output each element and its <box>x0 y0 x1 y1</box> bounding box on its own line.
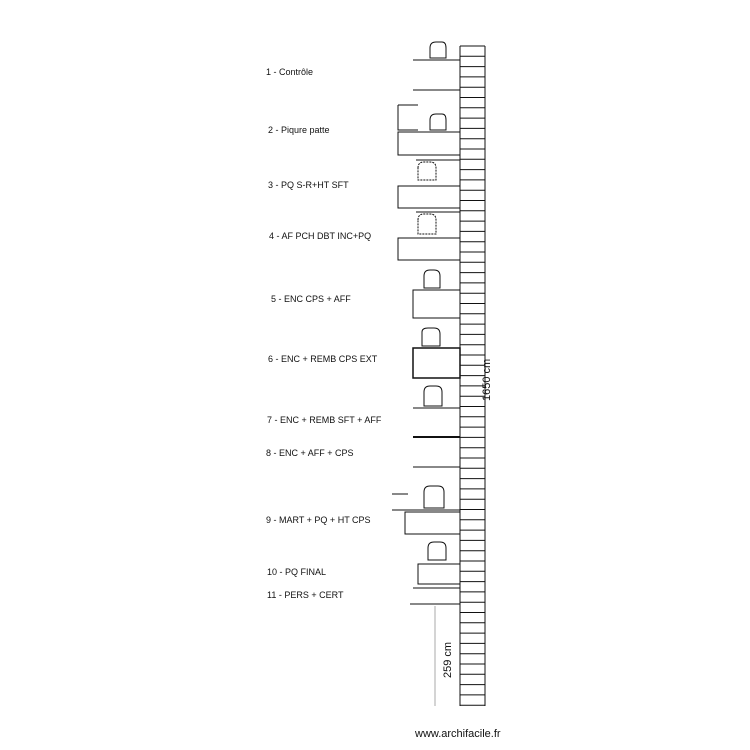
station-label: 6 - ENC + REMB CPS EXT <box>268 354 378 364</box>
station-10-shape <box>418 542 460 584</box>
station-11-shape <box>410 588 460 604</box>
station-7-shape <box>413 386 460 437</box>
station-label: 5 - ENC CPS + AFF <box>271 294 351 304</box>
station-label: 7 - ENC + REMB SFT + AFF <box>267 415 382 425</box>
bottom-length-label: 259 cm <box>442 641 454 678</box>
station-label: 3 - PQ S-R+HT SFT <box>268 180 349 190</box>
station-5-shape <box>413 270 460 318</box>
station-label: 4 - AF PCH DBT INC+PQ <box>269 231 372 241</box>
station-label: 10 - PQ FINAL <box>267 567 327 577</box>
station-label: 1 - Contrôle <box>266 67 314 77</box>
station-3-shape <box>398 160 460 208</box>
watermark: www.archifacile.fr <box>415 728 501 740</box>
station-9-shape <box>392 486 460 534</box>
total-length-label: 1650 cm <box>481 358 493 401</box>
station-6-shape <box>413 328 460 378</box>
station-4-shape <box>398 212 460 260</box>
station-label: 9 - MART + PQ + HT CPS <box>266 515 371 525</box>
station-label: 8 - ENC + AFF + CPS <box>266 448 354 458</box>
station-label: 2 - Piqure patte <box>268 125 330 135</box>
station-1-shape <box>413 42 460 90</box>
station-2-shape <box>398 105 460 155</box>
station-label: 11 - PERS + CERT <box>267 590 344 600</box>
